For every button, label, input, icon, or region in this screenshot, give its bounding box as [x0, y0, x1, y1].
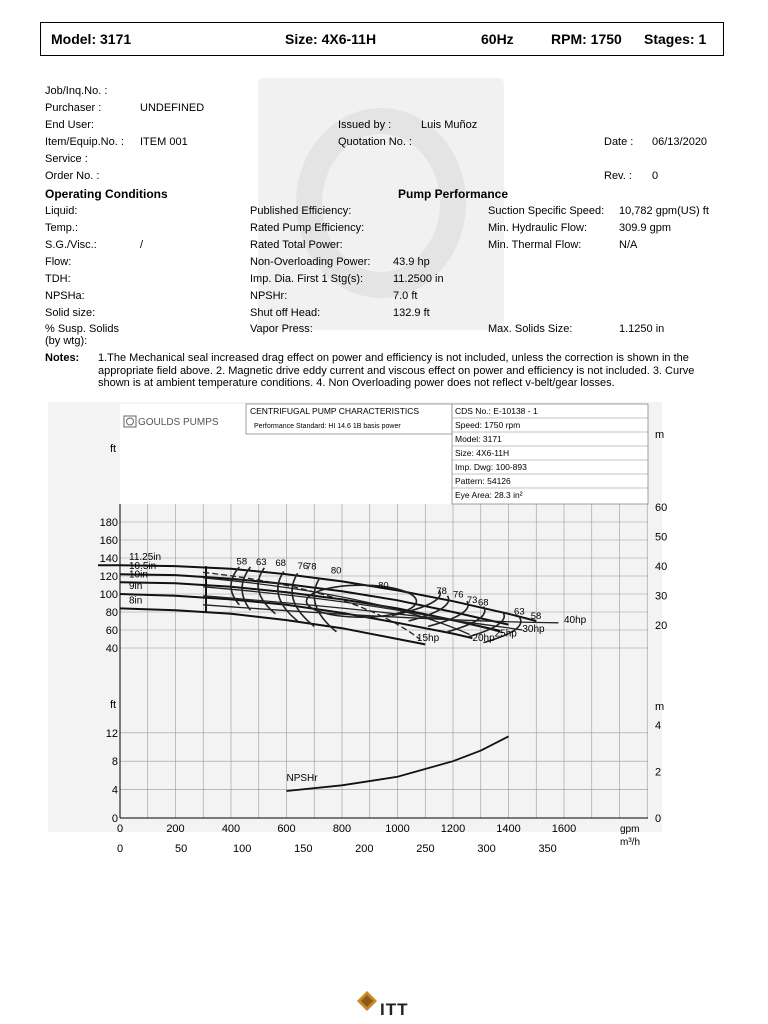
nonover-value: 43.9 hp [393, 256, 430, 268]
flow-label: Flow: [45, 256, 72, 268]
power-label: 40hp [564, 614, 587, 626]
x-gpm-tick-label: 1000 [385, 823, 410, 835]
susp-label-2: (by wtg): [45, 335, 88, 347]
pub-eff-label: Published Efficiency: [250, 205, 352, 217]
size-box-text: Size: 4X6-11H [455, 448, 510, 458]
issued-value: Luis Muñoz [421, 119, 478, 131]
x-unit-m3h: m³/h [620, 837, 640, 848]
head-ft-tick-label: 100 [99, 589, 118, 601]
npsh-ft-unit: ft [110, 699, 117, 711]
rated-eff-label: Rated Pump Efficiency: [250, 222, 365, 234]
head-ft-tick-label: 180 [99, 517, 118, 529]
x-unit-gpm: gpm [620, 824, 640, 835]
item-label: Item/Equip.No. : [45, 136, 124, 148]
npsh-ft-tick-label: 12 [105, 727, 118, 740]
head-ft-tick-label: 140 [99, 553, 118, 565]
imp-label: Imp. Dia. First 1 Stg(s): [250, 273, 364, 285]
rpm-text: RPM: 1750 [551, 31, 622, 47]
date-value: 06/13/2020 [652, 136, 708, 148]
itt-logo-text: ITT [380, 1000, 409, 1019]
head-ft-tick-label: 120 [99, 571, 118, 583]
mss-label: Max. Solids Size: [488, 323, 573, 335]
eff-label: 58 [236, 556, 248, 568]
x-gpm-tick-label: 1400 [496, 823, 521, 835]
npsh-m-tick-label: 4 [655, 719, 662, 732]
mtf-value: N/A [619, 239, 638, 251]
order-label: Order No. : [45, 170, 100, 182]
npsh-ft-tick-label: 4 [111, 784, 118, 797]
header-box [40, 22, 724, 56]
x-gpm-tick-label: 400 [221, 823, 241, 835]
impeller-label: 11.25in [129, 552, 162, 564]
x-gpm-tick-label: 600 [277, 823, 296, 835]
x-m3h-tick-label: 250 [416, 843, 435, 855]
power-label: 30hp [522, 623, 545, 635]
sg-label: S.G./Visc.: [45, 239, 97, 251]
npshr-label: NPSHr [286, 773, 318, 785]
head-m-tick-label: 30 [655, 590, 668, 603]
head-ft-tick-label: 60 [105, 625, 118, 637]
head-m-unit: m [655, 429, 665, 441]
power-label: 20hp [472, 632, 495, 644]
mhf-value: 309.9 gpm [619, 222, 671, 234]
rated-power-label: Rated Total Power: [250, 239, 343, 251]
susp-label: % Susp. Solids [45, 323, 119, 335]
enduser-label: End User: [45, 119, 94, 131]
impeller-label: 9in [129, 581, 143, 592]
head-ft-tick-label: 80 [105, 607, 118, 619]
head-ft-tick-label: 40 [105, 643, 118, 655]
tdh-label: TDH: [45, 273, 71, 285]
npsh-m-tick-label: 2 [655, 766, 662, 779]
eff-label: 80 [330, 565, 342, 577]
liquid-label: Liquid: [45, 205, 78, 217]
eff-label: 78 [436, 586, 447, 597]
pump-curve-chart [0, 400, 768, 920]
chart-title: CENTRIFUGAL PUMP CHARACTERISTICS [250, 406, 420, 416]
pattern-text: Pattern: 54126 [455, 476, 511, 486]
speed-text: Speed: 1750 rpm [455, 420, 521, 430]
npshr-value: 7.0 ft [393, 290, 418, 302]
power-label: 25hp [494, 628, 517, 640]
quotation-label: Quotation No. : [338, 136, 412, 148]
stages-text: Stages: 1 [644, 31, 707, 47]
performance-title: Pump Performance [398, 187, 509, 201]
x-gpm-tick-label: 1600 [551, 823, 577, 835]
x-m3h-tick-label: 350 [538, 843, 557, 855]
x-m3h-tick-label: 200 [355, 843, 374, 855]
impeller-label: 8in [129, 595, 143, 607]
vapor-label: Vapor Press: [250, 323, 313, 335]
rev-value: 0 [652, 170, 659, 182]
model-box-text: Model: 3171 [455, 434, 502, 444]
x-gpm-tick-label: 1200 [440, 823, 466, 835]
cds-text: CDS No.: E-10138 - 1 [455, 406, 538, 416]
x-m3h-tick-label: 0 [116, 843, 124, 855]
eff-label: 73 [466, 595, 478, 606]
hz-text: 60Hz [481, 31, 514, 47]
job-label: Job/Inq.No. : [45, 85, 108, 97]
issued-label: Issued by : [338, 119, 392, 131]
npshr-label: NPSHr: [250, 290, 288, 302]
solid-label: Solid size: [45, 307, 96, 319]
impeller-label: 10.5in [129, 561, 157, 573]
head-m-tick-label: 60 [655, 501, 668, 514]
goulds-logo-text: GOULDS PUMPS [138, 417, 219, 428]
npsh-ft-tick-label: 0 [111, 813, 118, 825]
operating-title: Operating Conditions [45, 187, 168, 201]
eff-label: 76 [453, 589, 464, 601]
notes-label: Notes: [45, 352, 80, 364]
imp-value: 11.2500 in [393, 273, 444, 285]
npsha-label: NPSHa: [45, 290, 85, 302]
x-gpm-tick-label: 800 [332, 823, 352, 835]
item-value: ITEM 001 [140, 136, 188, 148]
eff-label: 76 [297, 560, 309, 572]
sg-value: / [140, 239, 144, 251]
chart-info-box [120, 404, 648, 504]
mhf-label: Min. Hydraulic Flow: [488, 222, 588, 234]
eff-label: 63 [514, 606, 525, 618]
eff-label: 63 [255, 557, 267, 569]
imp-dwg-text: Imp. Dwg: 100-893 [455, 462, 527, 472]
ss-value: 10,782 gpm(US) ft [619, 205, 709, 217]
shutoff-value: 132.9 ft [393, 307, 430, 319]
nonover-label: Non-Overloading Power: [250, 256, 371, 268]
purchaser-value: UNDEFINED [140, 102, 205, 114]
head-m-tick-label: 50 [655, 531, 668, 544]
size-text: Size: 4X6-11H [285, 31, 377, 47]
npsh-m-unit: m [655, 701, 665, 713]
power-label: 15hp [416, 632, 440, 644]
x-m3h-tick-label: 50 [174, 843, 188, 855]
itt-logo-mark-icon [356, 990, 378, 1012]
head-m-tick-label: 40 [655, 560, 668, 573]
mtf-label: Min. Thermal Flow: [488, 239, 582, 251]
rev-label: Rev. : [604, 170, 632, 182]
head-ft-tick-label: 160 [99, 535, 118, 547]
npsh-m-tick-label: 0 [655, 813, 662, 825]
npsh-ft-tick-label: 8 [111, 756, 118, 769]
head-m-tick-label: 20 [655, 619, 668, 632]
eye-area-text: Eye Area: 28.3 in² [455, 490, 523, 500]
mss-value: 1.1250 in [619, 323, 665, 335]
eff-label: 78 [305, 561, 317, 573]
eff-label: 80 [378, 580, 389, 592]
itt-logo [356, 990, 378, 1017]
notes-text: 1.The Mechanical seal increased drag effect on power and efficiency is not included, unless the correction is shown in the appropriate field above. 2. Magnetic drive eddy current and viscous effect on power and efficiency is not included. 3. Curve shown is at ambient temperature conditions. 4. Non Overloading power does not reflect v-belt/gear losses. [98, 352, 695, 389]
chart-standard: Performance Standard: HI 14.6 1B basis power [254, 423, 401, 430]
watermark-logo [258, 78, 504, 330]
eff-label: 58 [530, 611, 542, 623]
goulds-logo [124, 416, 219, 428]
x-m3h-tick-label: 300 [477, 843, 496, 855]
x-gpm-tick-label: 0 [116, 823, 124, 835]
x-gpm-tick-label: 200 [166, 823, 185, 835]
temp-label: Temp.: [45, 222, 79, 234]
impeller-label: 10in [129, 569, 148, 581]
head-ft-unit: ft [110, 443, 117, 455]
purchaser-label: Purchaser : [45, 102, 102, 114]
shutoff-label: Shut off Head: [250, 307, 321, 319]
eff-label: 68 [275, 558, 286, 570]
model-text: Model: 3171 [51, 31, 132, 47]
date-label: Date : [604, 136, 634, 148]
service-label: Service : [45, 153, 88, 165]
ss-label: Suction Specific Speed: [488, 205, 605, 217]
eff-label: 68 [477, 597, 489, 609]
x-m3h-tick-label: 100 [233, 843, 252, 855]
x-m3h-tick-label: 150 [294, 843, 313, 855]
